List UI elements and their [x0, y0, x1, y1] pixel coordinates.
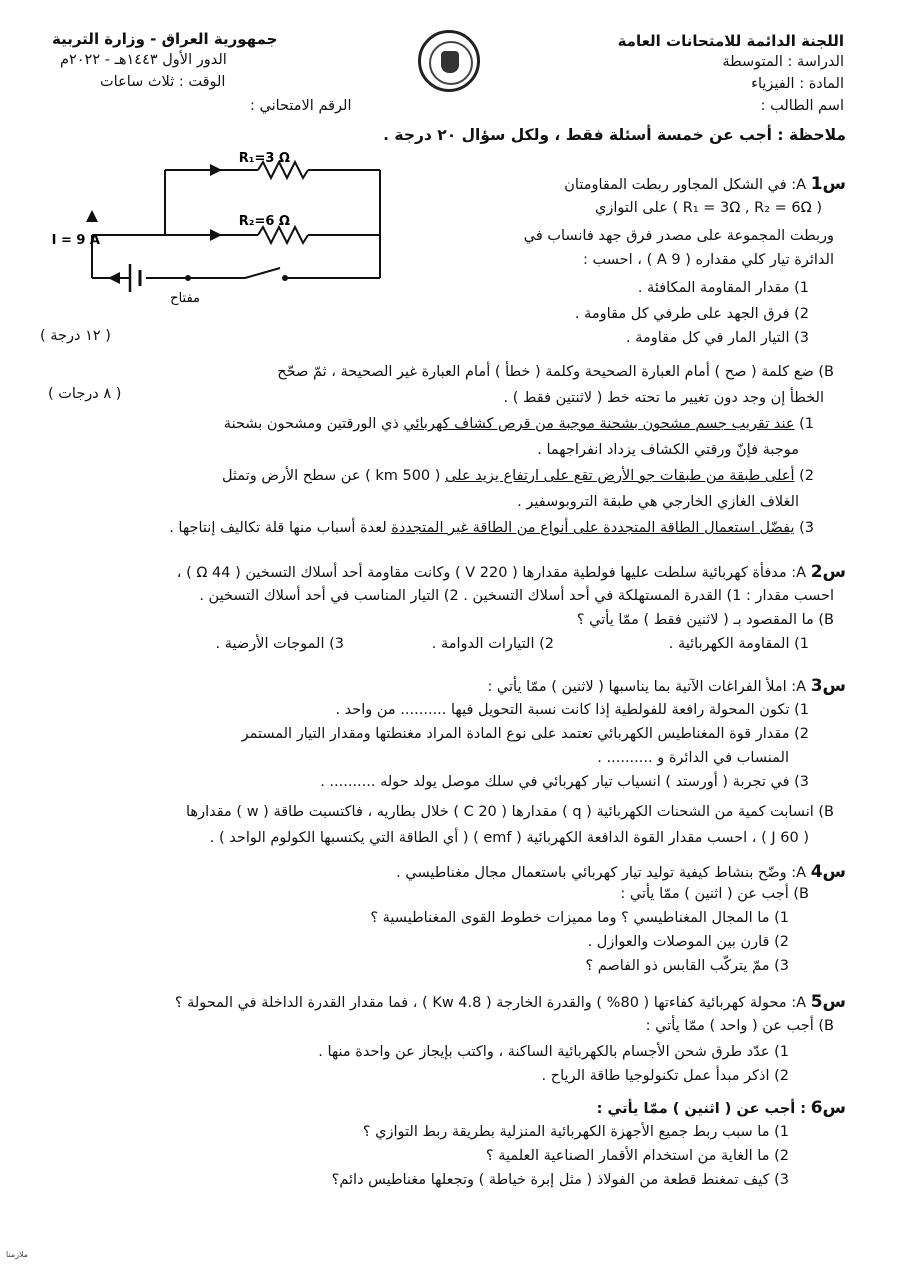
q1-a-intro-text: A: في الشكل المجاور ربطت المقاومتان [564, 177, 807, 193]
exam-time: الوقت : ثلاث ساعات [100, 74, 226, 90]
q1-b3-rest: لعدة أسباب منها قلة تكاليف إنتاجها . [169, 520, 392, 536]
q1-b-item-1 [224, 416, 814, 432]
q5-a-text: A: محولة كهربائية كفاءتها ( 80% ) والقدرة الخارجة ( 4.8 Kw ) ، فما مقدار القدرة الداخلة في المحولة ؟ [174, 995, 807, 1011]
q5-b-item-1: 1) عدّد طرق شحن الأجسام بالكهربائية الساكنة ، واكتب بإيجاز عن واحدة منها . [318, 1044, 789, 1060]
q1-b-line2: الخطأ إن وجد دون تغيير ما تحته خط ( لاثنتين فقط ) . [503, 390, 824, 406]
q1-b-line1: B) ضع كلمة ( صح ) أمام العبارة الصحيحة وكلمة ( خطأ ) أمام العبارة غير الصحيحة ، ثمّ صحّح [277, 364, 834, 380]
q3-a-item-2: 2) مقدار قوة المغناطيس الكهربائي تعتمد على نوع المادة المراد مغنطتها ومقدار التيار المستمر [241, 726, 809, 742]
key-label: مفتاح [170, 291, 200, 306]
q2-a-line1 [177, 562, 846, 582]
q1-b-item-2 [222, 468, 814, 484]
q1-a-item-1: 1) مقدار المقاومة المكافئة . [637, 280, 809, 296]
q1-b-item-3 [169, 520, 814, 536]
q1-b1-rest: ذي الورقتين ومشحون بشحنة [223, 416, 404, 432]
q2-a-line2: احسب مقدار : 1) القدرة المستهلكة في أحد أسلاك التسخين . 2) التيار المناسب في أحد أسلاك التسخين . [199, 588, 834, 604]
q1-intro [564, 174, 846, 194]
q4-a-line1 [396, 862, 846, 882]
q1-b2-num: 2) [794, 468, 814, 484]
q3-b-line1: B) انسابت كمية من الشحنات الكهربائية ( q ) مقدارها ( 20 C ) خلال بطاريه ، فاكتسبت طاقة ( w ) مقدارها [186, 804, 834, 820]
q3-label: س3 [810, 676, 846, 696]
committee-title: اللجنة الدائمة للامتحانات العامة [617, 32, 844, 50]
q1-a-line4: الدائرة تيار كلي مقداره ( 9 A ) ، احسب : [583, 252, 834, 268]
q5-label: س5 [810, 992, 846, 1012]
q2-a-text: A: مدفأة كهربائية سلطت عليها فولطية مقدارها ( 220 V ) وكانت مقاومة أحد أسلاك التسخين ( 44 Ω ) ، [176, 565, 807, 581]
q1-a-values: ( R₁ = 3Ω , R₂ = 6Ω ) على التوازي [595, 200, 822, 216]
q3-b-line2: ( 60 J ) ، احسب مقدار القوة الدافعة الكهربائية ( emf ) ( أي الطاقة التي يكتسبها الكولوم الواحد ) . [209, 830, 809, 846]
q1-a-marks: ( ١٢ درجة ) [40, 328, 111, 344]
q5-b-line1: B) أجب عن ( واحد ) ممّا يأتي : [645, 1018, 834, 1034]
q6-intro-text: : أجب عن ( اثنين ) ممّا يأتي : [596, 1101, 807, 1117]
q1-a-item-3: 3) التيار المار في كل مقاومة . [626, 330, 809, 346]
q1-b2-line2: الغلاف الغازي الخارجي هي طبقة التروبوسفير . [517, 494, 799, 510]
q4-b-item-3: 3) ممّ يتركّب القابس ذو الفاصم ؟ [585, 958, 789, 974]
q3-a-line1 [487, 676, 846, 696]
q6-item-2: 2) ما الغاية من استخدام الأقمار الصناعية العلمية ؟ [485, 1148, 789, 1164]
q2-b-item-3: 3) الموجات الأرضية . [215, 636, 344, 652]
exam-session: الدور الأول ١٤٤٣هـ - ٢٠٢٢م [60, 52, 227, 68]
current-label: I = 9 A [51, 233, 100, 248]
q3-a-text: A: املأ الفراغات الآتية بما يناسبها ( لاثنين ) ممّا يأتي : [487, 679, 807, 695]
republic-ministry: جمهورية العراق - وزارة التربية [52, 30, 278, 48]
q1-b2-rest: ( 500 km ) عن سطح الأرض وتمثل [221, 468, 446, 484]
q6-item-3: 3) كيف تمغنط قطعة من الفولاذ ( مثل إبرة خياطة ) وتجعلها مغناطيس دائم؟ [331, 1172, 789, 1188]
subject-name: المادة : الفيزياء [751, 76, 844, 92]
q1-b1-underlined: عند تقريب جسم مشحون بشحنة موجبة من قرص كشاف كهربائي [403, 416, 795, 432]
q1-b1-num: 1) [794, 416, 814, 432]
exam-number-label: الرقم الامتحاني : [250, 98, 352, 114]
q4-b-item-2: 2) قارن بين الموصلات والعوازل . [587, 934, 789, 950]
ministry-seal-icon [418, 30, 480, 92]
q4-b-line1: B) أجب عن ( اثنين ) ممّا يأتي : [620, 886, 809, 902]
student-name-label: اسم الطالب : [760, 98, 844, 114]
q2-b-item-2: 2) التيارات الدوامة . [431, 636, 554, 652]
q4-a-text: A: وضّح بنشاط كيفية توليد تيار كهربائي باستعمال مجال مغناطيسي . [396, 865, 807, 881]
circuit-diagram [51, 140, 400, 306]
footer-tag: ملازمنا [6, 1250, 29, 1259]
q1-a-line3: وربطت المجموعة على مصدر فرق جهد فانساب في [523, 228, 834, 244]
q1-b3-num: 3) [794, 520, 814, 536]
q5-b-item-2: 2) اذكر مبدأ عمل تكنولوجيا طاقة الرياح . [541, 1068, 789, 1084]
r1-label: R₁=3 Ω [238, 151, 290, 166]
q2-label: س2 [810, 562, 846, 582]
study-level: الدراسة : المتوسطة [722, 54, 844, 70]
q4-b-item-1: 1) ما المجال المغناطيسي ؟ وما مميزات خطوط القوى المغناطيسية ؟ [370, 910, 789, 926]
q1-b2-underlined: أعلى طبقة من طبقات جو الأرض تقع على ارتفاع يزيد على [445, 468, 795, 484]
r2-label: R₂=6 Ω [238, 214, 290, 229]
q1-a-item-2: 2) فرق الجهد على طرفي كل مقاومة . [574, 306, 809, 322]
q3-a-item-3: 3) في تجربة ( أورستد ) انسياب تيار كهربائي في سلك موصل يولد حوله .......... . [320, 774, 809, 790]
q3-a-item-1: 1) تكون المحولة رافعة للفولطية إذا كانت نسبة التحويل فيها .......... من واحد . [335, 702, 809, 718]
q3-a-item-2-line2: المنساب في الدائرة و .......... . [597, 750, 789, 766]
q5-a-line1 [175, 992, 846, 1012]
q1-label: س1 [810, 174, 846, 194]
q2-b-item-1: 1) المقاومة الكهربائية . [668, 636, 809, 652]
q1-b-marks: ( ٨ درجات ) [48, 386, 122, 402]
q6-label: س6 [810, 1098, 846, 1118]
q4-label: س4 [810, 862, 846, 882]
q6-intro [597, 1098, 846, 1118]
q6-item-1: 1) ما سبب ربط جميع الأجهزة الكهربائية المنزلية بطريقة ربط التوازي ؟ [362, 1124, 789, 1140]
q1-b1-line2: موجبة فإنّ ورقتي الكشاف يزداد انفراجهما . [537, 442, 799, 458]
exam-note: ملاحظة : أجب عن خمسة أسئلة فقط ، ولكل سؤال ٢٠ درجة . [383, 126, 846, 144]
q1-b3-underlined: يفضّل استعمال الطاقة المتجددة على أنواع من الطاقة غير المتجددة [391, 520, 795, 536]
q2-b-line1: B) ما المقصود بـ ( لاثنين فقط ) ممّا يأتي ؟ [576, 612, 834, 628]
